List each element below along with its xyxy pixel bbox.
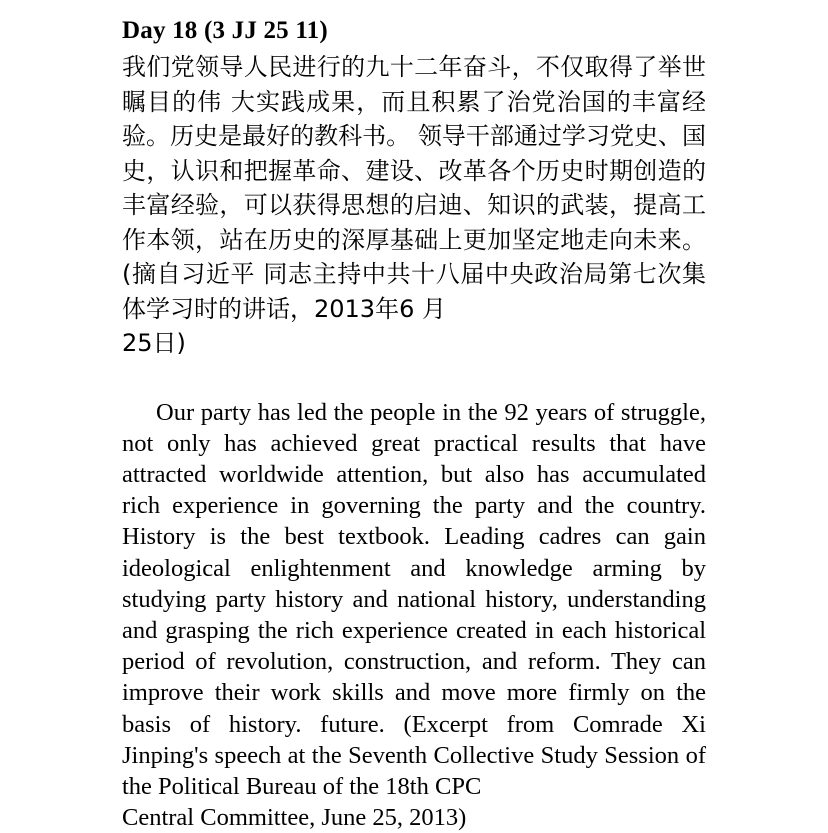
english-paragraph [122, 397, 706, 833]
chinese-paragraph [122, 50, 706, 361]
english-paragraph-last-line: Central Committee, June 25, 2013) [122, 802, 706, 833]
english-paragraph-body: Our party has led the people in the 92 years of struggle, not only has achieved great practical results that have attracted worldwide attention, but also has accumulated rich experience in governing the party and the country. History is the best textbook. Leading cadres can gain ideological enlightenment and knowledge arming by studying party history and national history, understanding and grasping the rich experience created in each historical period of revolution, construction, and reform. They can improve their work skills and move more firmly on the basis of history. future. (Excerpt from Comrade Xi Jinping's speech at the Seventh Collective Study Session of the Political Bureau of the 18th CPC [122, 399, 706, 800]
page-title: Day 18 (3 JJ 25 11) [122, 14, 706, 48]
paragraph-spacer [122, 361, 706, 397]
chinese-paragraph-body: 我们党领导人民进行的九十二年奋斗，不仅取得了举世瞩目的伟 大实践成果，而且积累了治党治国的丰富经验。历史是最好的教科书。 领导干部通过学习党史、国史，认识和把握革命、建设、改革各个历史时期创造的丰富经验，可以获得思想的启迪、知识的武装，提高工 作本领，站在历史的深厚基础上更加坚定地走向未来。(摘自习近平 同志主持中共十八届中央政治局第七次集体学习时的讲话，2013年6 月 [122, 53, 706, 323]
chinese-paragraph-last-line: 25日) [122, 326, 706, 361]
